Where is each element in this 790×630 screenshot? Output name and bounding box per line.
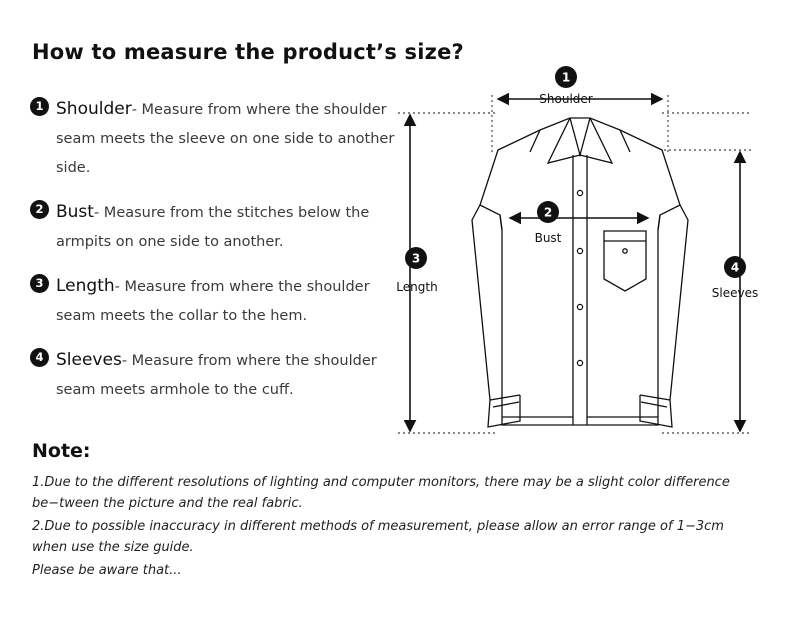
list-item — [30, 272, 410, 330]
measurement-text-2 — [56, 198, 410, 256]
note-line-3: Please be aware that... — [32, 563, 182, 578]
marker-3-number: 3 — [411, 251, 421, 266]
page-title: How to measure the product’s size? — [32, 40, 464, 64]
bullet-3: 3 — [30, 274, 49, 293]
measurement-desc-sleeves: - Measure from where the shoulder seam meets armhole to the cuff. — [56, 353, 377, 398]
shirt-buttons — [577, 190, 582, 365]
marker-2-number: 2 — [543, 205, 553, 220]
bullet-2: 2 — [30, 200, 49, 219]
measurement-list — [30, 95, 410, 420]
measurement-term-bust: Bust — [56, 202, 94, 222]
marker-4-number: 4 — [730, 260, 740, 275]
shirt-outline — [472, 118, 688, 427]
measurement-desc-shoulder: - Measure from where the shoulder seam meets the sleeve on one side to another side. — [56, 102, 395, 176]
measurement-text-3 — [56, 272, 410, 330]
bullet-1: 1 — [30, 97, 49, 116]
list-item — [30, 95, 410, 182]
guide-lines — [398, 95, 752, 433]
measurement-term-length: Length — [56, 276, 115, 296]
measurement-term-shoulder: Shoulder — [56, 99, 132, 119]
note-heading: Note: — [32, 440, 91, 462]
marker-1-label: Shoulder — [539, 92, 593, 106]
list-item — [30, 198, 410, 256]
measurement-term-sleeves: Sleeves — [56, 350, 122, 370]
list-item — [30, 346, 410, 404]
marker-3-label: Length — [396, 280, 438, 294]
measurement-text-1 — [56, 95, 410, 182]
measurement-text-4 — [56, 346, 410, 404]
bullet-4: 4 — [30, 348, 49, 367]
measurement-desc-length: - Measure from where the shoulder seam meets the collar to the hem. — [56, 279, 370, 324]
note-body — [32, 472, 762, 583]
marker-2-label: Bust — [534, 231, 562, 245]
measurement-desc-bust: - Measure from the stitches below the armpits on one side to another. — [56, 205, 370, 250]
note-line-1: 1.Due to the different resolutions of lighting and computer monitors, there may be a slight color difference be−tween the picture and the real fabric. — [32, 475, 730, 511]
note-line-2: 2.Due to possible inaccuracy in different methods of measurement, please allow an error range of 1−3cm when use the size guide. — [32, 519, 724, 555]
shirt-diagram — [380, 55, 780, 445]
marker-1-number: 1 — [561, 70, 571, 85]
marker-4-label: Sleeves — [711, 286, 759, 300]
